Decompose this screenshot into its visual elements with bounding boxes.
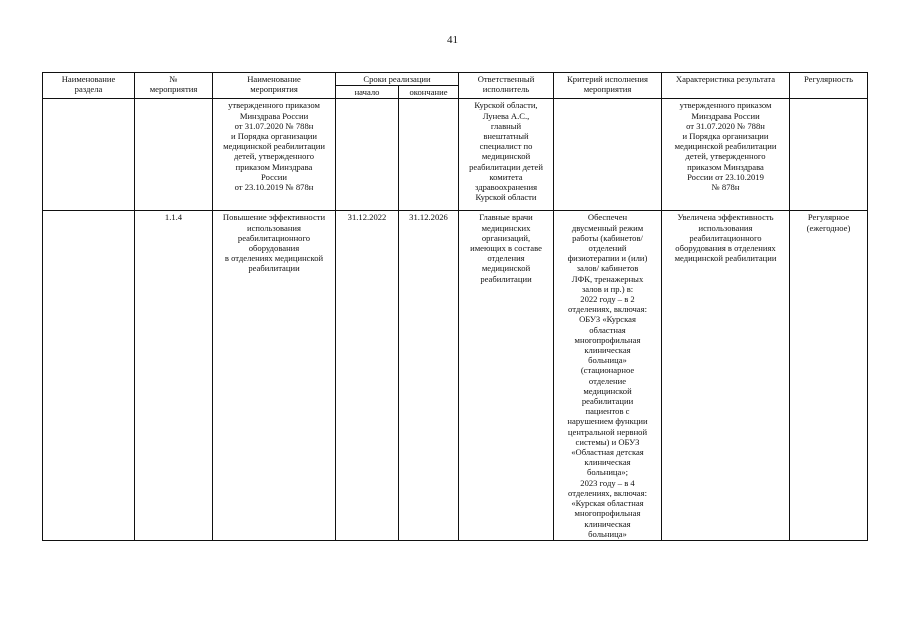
page-number: 41 (447, 34, 458, 46)
table-row (43, 211, 868, 541)
row-responsible: Курской области, Лунева А.С., главный внештатный специалист по медицинской реабилитации детей комитета здравоохранения Курской области (459, 99, 554, 211)
row-end (399, 99, 459, 211)
header-responsible: Ответственный исполнитель (459, 73, 554, 99)
row-section (43, 211, 135, 541)
row-event-no (135, 99, 213, 211)
row-regularity (790, 99, 868, 211)
header-regularity: Регулярность (790, 73, 868, 99)
row-end: 31.12.2026 (399, 211, 459, 541)
row-result: утвержденного приказом Минздрава России от 31.07.2020 № 788н и Порядка организации медицинской реабилитации детей, утвержденного приказом Минздрава России от 23.10.2019 № 878н (662, 99, 790, 211)
header-end: окончание (399, 86, 459, 99)
row-start: 31.12.2022 (336, 211, 399, 541)
row-section (43, 99, 135, 211)
row-regularity: Регулярное (ежегодное) (790, 211, 868, 541)
header-section-name: Наименование раздела (43, 73, 135, 99)
row-responsible: Главные врачи медицинских организаций, имеющих в составе отделения медицинской реабилитации (459, 211, 554, 541)
events-table (42, 72, 868, 541)
row-event-no: 1.1.4 (135, 211, 213, 541)
row-criterion: Обеспечен двусменный режим работы (кабинетов/ отделений физиотерапии и (или) залов/ кабинетов ЛФК, тренажерных залов и пр.) в: 2022 году – в 2 отделениях, включая: ОБУЗ «Курская областная многопрофильная клиническая больница» (стационарное отделение медицинской реабилитации пациентов с нарушением функции центральной нервной системы) и ОБУЗ «Областная детская клиническая больница»; 2023 году – в 4 отделениях, включая: «Курская областная многопрофильная клиническая больница» (554, 211, 662, 541)
header-terms: Сроки реализации (336, 73, 459, 86)
header-event-name: Наименование мероприятия (213, 73, 336, 99)
row-result: Увеличена эффективность использования реабилитационного оборудования в отделениях медицинской реабилитации (662, 211, 790, 541)
header-start: начало (336, 86, 399, 99)
row-event-name: Повышение эффективности использования реабилитационного оборудования в отделениях медицинской реабилитации (213, 211, 336, 541)
row-criterion (554, 99, 662, 211)
table-row (43, 99, 868, 211)
header-result: Характеристика результата (662, 73, 790, 99)
row-start (336, 99, 399, 211)
header-event-no: № мероприятия (135, 73, 213, 99)
row-event-name: утвержденного приказом Минздрава России от 31.07.2020 № 788н и Порядка организации медицинской реабилитации детей, утвержденного приказом Минздрава России от 23.10.2019 № 878н (213, 99, 336, 211)
header-criterion: Критерий исполнения мероприятия (554, 73, 662, 99)
